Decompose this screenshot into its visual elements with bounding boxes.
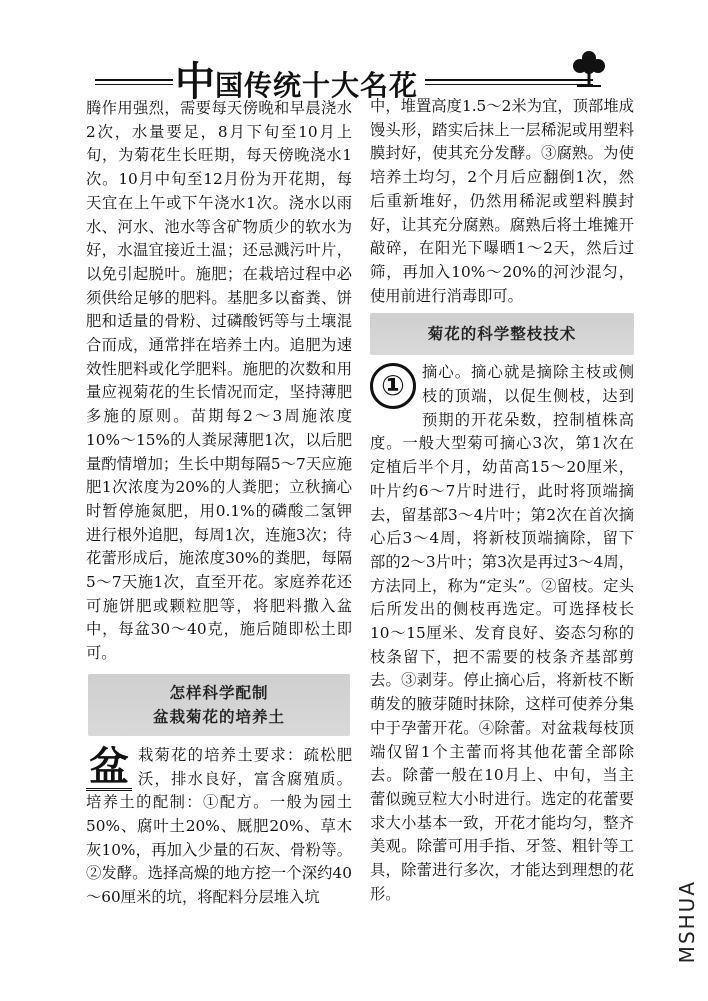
dropcap-pen: 盆 — [86, 746, 132, 791]
left-column — [86, 97, 352, 910]
page-header — [95, 46, 615, 105]
left-paragraph-2-text: 栽菊花的培养土要求：疏松肥沃，排水良好，富含腐殖质。培养土的配制：①配方。一般为园土50%、腐叶土20%、厩肥20%、草木灰10%，再加入少量的石灰、骨粉等。②发酵。选择高燥的地方挖一个深约40～60厘米的坑，将配料分层堆入坑 — [86, 745, 352, 907]
banner-line-1: 怎样科学配制 — [169, 683, 269, 702]
section-banner-pruning — [370, 313, 634, 355]
watermark-text: MSHUA — [675, 880, 699, 964]
right-column — [370, 95, 634, 907]
right-paragraph-2 — [370, 361, 634, 906]
header-rule-left — [95, 79, 173, 81]
right-paragraph-2-text: 摘心。摘心就是摘除主枝或侧枝的顶端，以促生侧枝，达到预期的开花朵数，控制植株高度。一般大型菊可摘心3次，第1次在定植后半个月，幼苗高15～20厘米，叶片约6～7片时进行，此时将顶端摘去，留基部3～4片叶；第2次在首次摘心后3～4周，将新枝顶端摘除，留下部的2～3片叶；第3次是再过3～4周，方法同上，称为“定头”。②留枝。定头后所发出的侧枝再选定。可选择枝长10～15厘米、发育良好、姿态匀称的枝条留下，把不需要的枝条齐基部剪去。③剥芽。停止摘心后，将新枝不断萌发的腋芽随时抹除，这样可使养分集中于孕蕾开花。④除蕾。对盆栽每枝顶端仅留1个主蕾而将其他花蕾全部除去。除蕾一般在10月上、中旬，当主蕾似豌豆粒大小时进行。选定的花蕾要求大小基本一致，开花才能均匀，整齐美观。除蕾可用手指、牙签、粗针等工具，除蕾进行多次，才能达到理想的花形。 — [370, 363, 634, 903]
dropcap-circled-one: ① — [370, 363, 416, 409]
section-banner-soil — [88, 674, 350, 736]
right-paragraph-1: 中，堆置高度1.5～2米为宜，顶部堆成馒头形，踏实后抹上一层稀泥或用塑料膜封好，使其充分发酵。③腐熟。为使培养土均匀，2个月后应翻倒1次，然后重新堆好，仍然用稀泥或塑料膜封好，让其充分腐熟。腐熟后将土堆摊开敲碎，在阳光下曝晒1～2天，然后过筛，再加入10%～20%的河沙混匀，使用前进行消毒即可。 — [370, 97, 634, 305]
flower-logo-icon — [567, 46, 611, 90]
masthead-rest: 国传统十大名花 — [215, 69, 419, 102]
left-paragraph-2 — [86, 744, 352, 910]
banner-line-2: 盆栽菊花的培养土 — [152, 707, 285, 726]
masthead-first-char: 中 — [175, 58, 215, 105]
left-paragraph-1: 腾作用强烈，需要每天傍晚和早晨浇水2次，水量要足，8月下旬至10月上旬，为菊花生长旺期，每天傍晚浇水1次。10月中旬至12月份为开花期，每天宜在上午或下午浇水1次。浇水以雨水、河水、池水等含矿物质少的软水为好，水温宜接近土温；还忌溅污叶片，以免引起脱叶。施肥；在栽培过程中必须供给足够的肥料。基肥多以畜粪、饼肥和适量的骨粉、过磷酸钙等与土壤混合而成，通常拌在培养土内。追肥为速效性肥料或化学肥料。施肥的次数和用量应视菊花的生长情况而定，坚持薄肥多施的原则。苗期每2～3周施浓度10%～15%的人粪尿薄肥1次，以后肥量酌情增加；生长中期每隔5～7天应施肥1次浓度为20%的人粪肥；立秋摘心时暂停施氮肥，用0.1%的磷酸二氢钾进行根外追肥，每周1次，连施3次；待花蕾形成后，施浓度30%的粪肥，每隔5～7天施1次，直至开花。家庭养花还可施饼肥或颗粒肥等，将肥料撒入盆中，每盆30～40克，施后随即松土即可。 — [86, 99, 352, 663]
banner-pruning-title: 菊花的科学整枝技术 — [427, 325, 577, 344]
